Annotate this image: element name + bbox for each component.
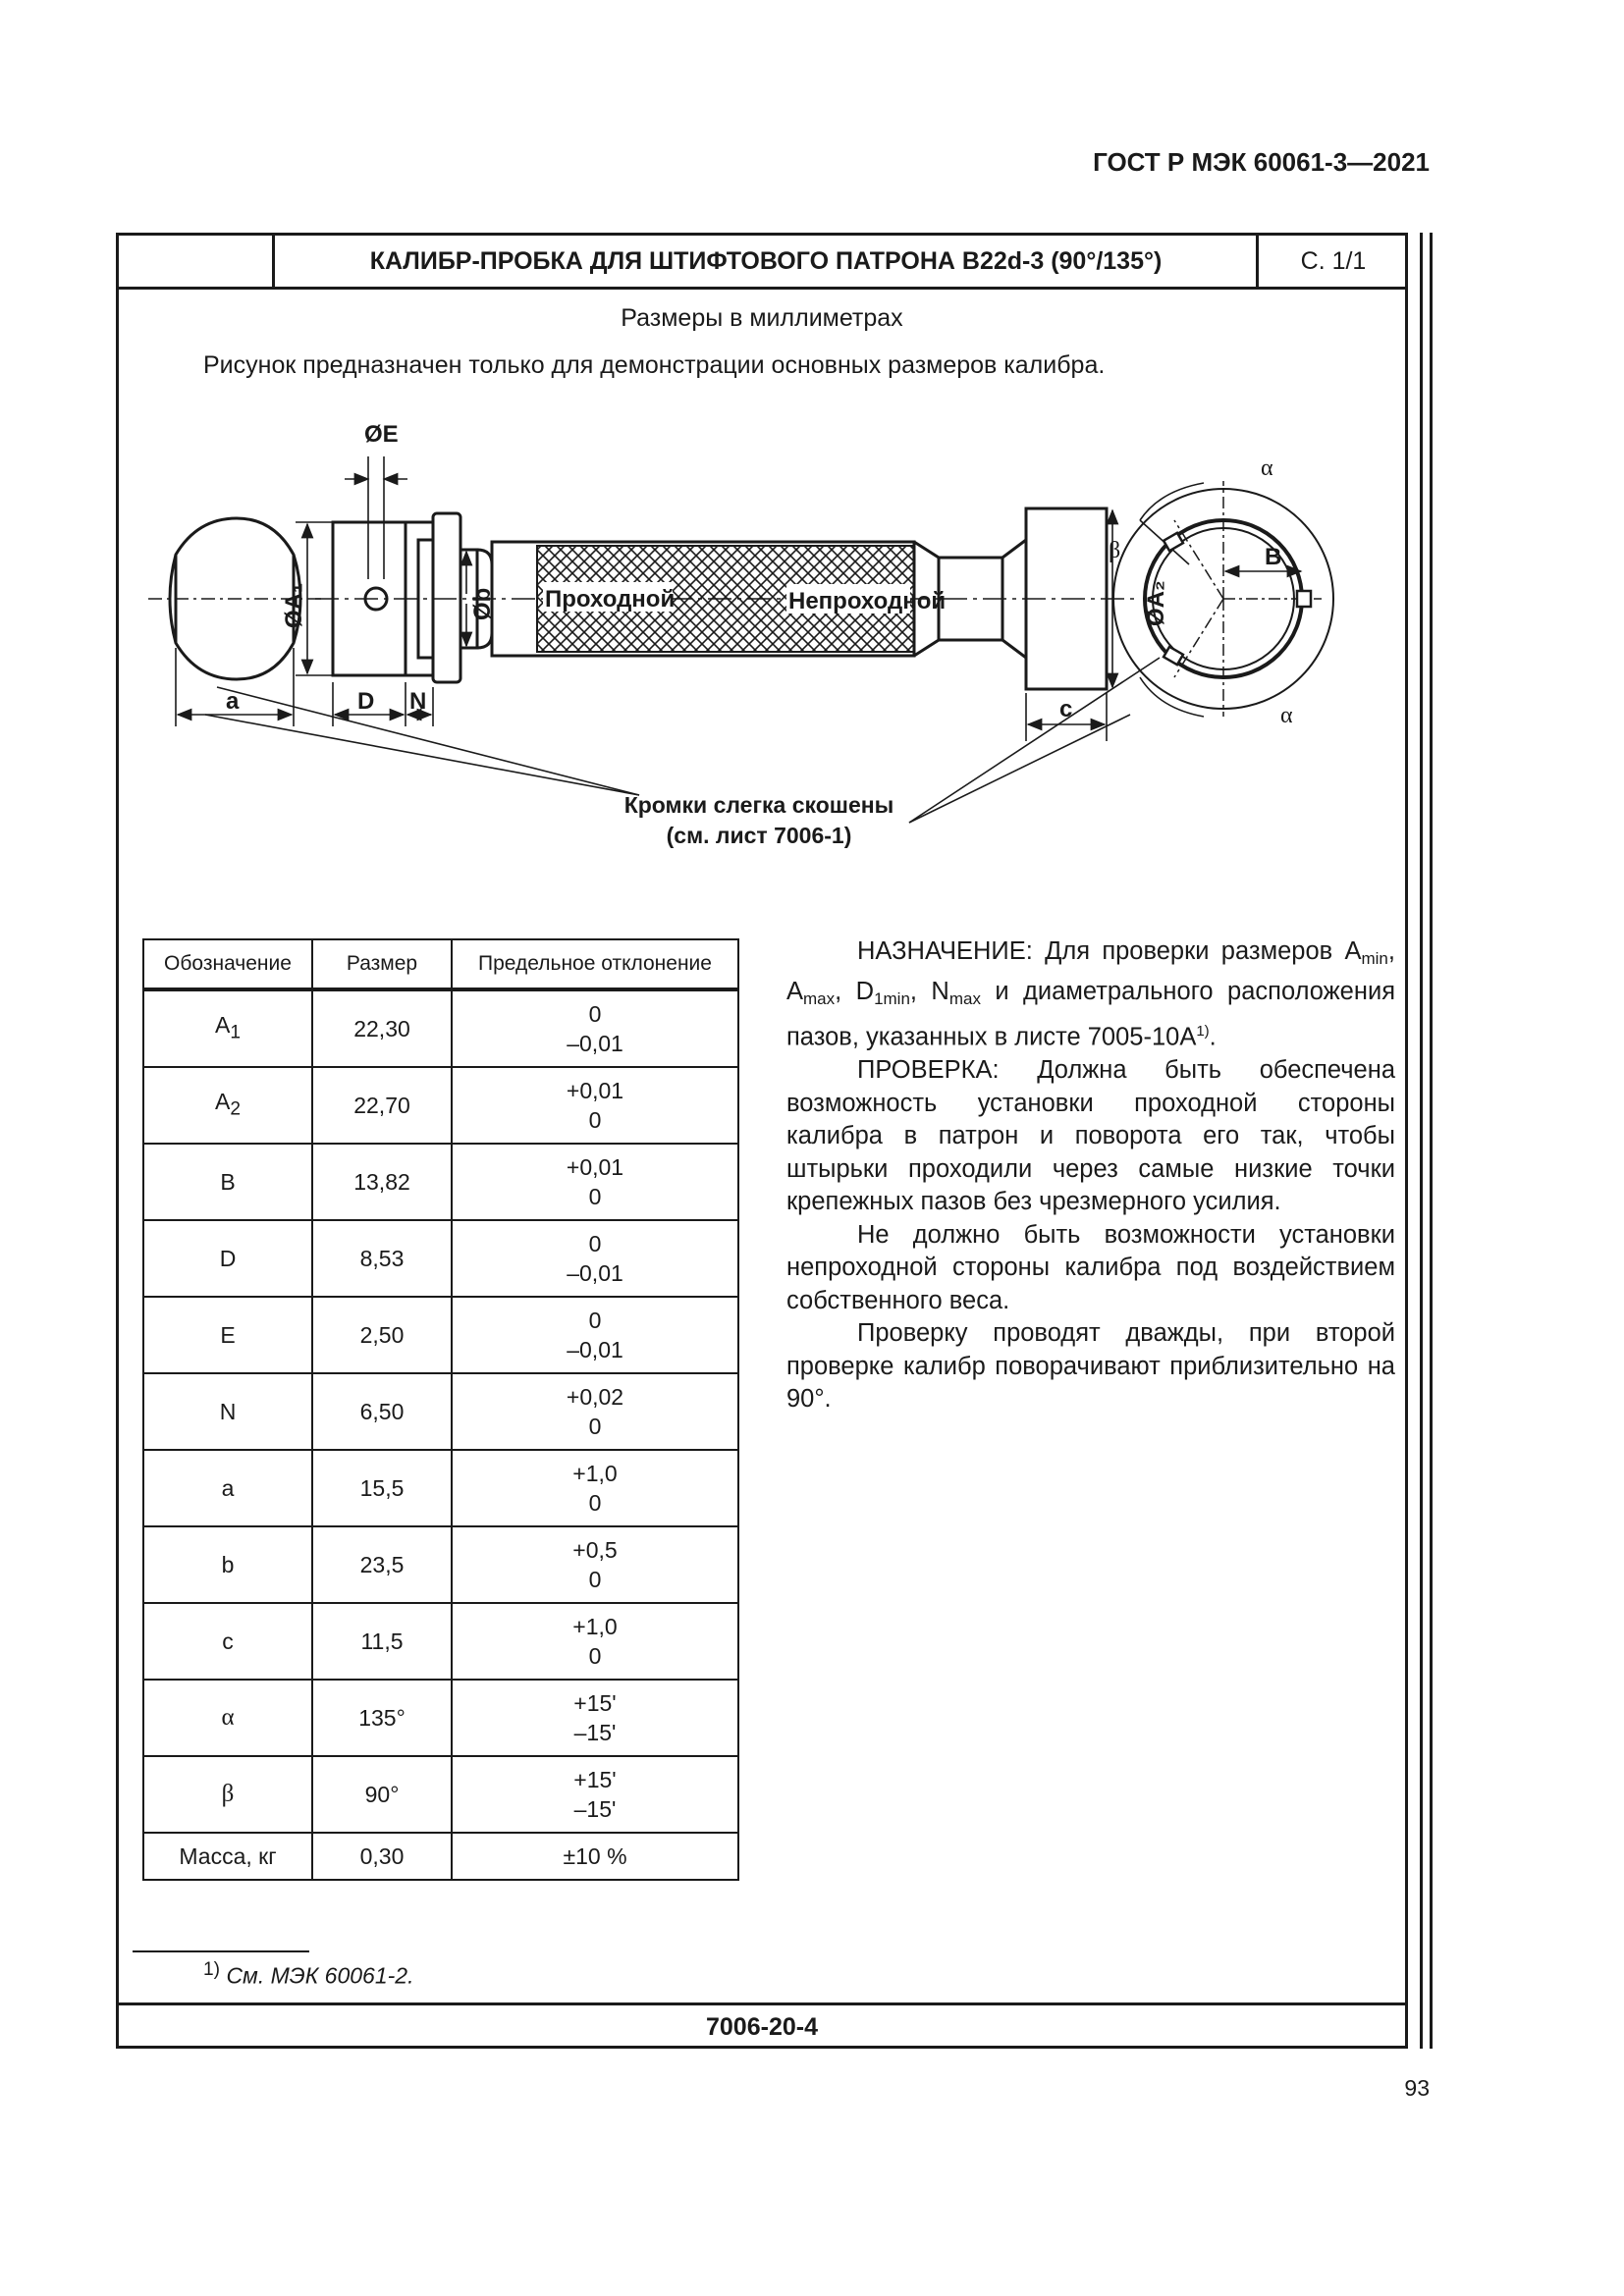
row-tolerance: +0,02 0 [452, 1373, 738, 1450]
row-designation: b [143, 1526, 312, 1603]
row-designation: N [143, 1373, 312, 1450]
table-row [143, 1144, 738, 1220]
row-tolerance: ±10 % [452, 1833, 738, 1880]
row-tolerance: +1,0 0 [452, 1603, 738, 1680]
units-note: Размеры в миллиметрах [621, 304, 903, 332]
row-designation: Масса, кг [143, 1833, 312, 1880]
angle-label-alpha-bottom: α [1280, 703, 1293, 728]
table-row [143, 1450, 738, 1526]
dim-label-dA2: ØA₂ [1143, 580, 1169, 626]
row-tolerance: +0,01 0 [452, 1067, 738, 1144]
go-side-label: Проходной [545, 586, 676, 613]
header-blank-cell [119, 236, 275, 287]
sheet-header [119, 236, 1405, 290]
dim-label-a: a [226, 688, 240, 715]
page-number: 93 [1404, 2075, 1430, 2101]
nogo-paragraph: Не должно быть возможности установки непроходной стороны калибра под воздействием собственного веса. [786, 1220, 1395, 1314]
row-size: 2,50 [312, 1297, 452, 1373]
table-row [143, 1756, 738, 1833]
col-header-tolerance: Предельное отклонение [452, 939, 738, 989]
row-designation: β [143, 1756, 312, 1833]
frame-double-line [1420, 233, 1423, 2049]
chamfer-note-line1: Кромки слегка скошены [623, 792, 894, 818]
dim-label-dE: ØE [364, 421, 399, 448]
frame-double-line [1430, 233, 1433, 2049]
gauge-drawing [119, 402, 1405, 913]
sheet-frame [116, 233, 1408, 2049]
dim-label-db: Øb [469, 587, 496, 620]
row-designation: B [143, 1144, 312, 1220]
row-size: 6,50 [312, 1373, 452, 1450]
row-size: 15,5 [312, 1450, 452, 1526]
table-row [143, 1373, 738, 1450]
sheet-number: С. 1/1 [1256, 236, 1408, 287]
row-designation: a [143, 1450, 312, 1526]
row-tolerance: 0 –0,01 [452, 1220, 738, 1297]
col-header-size: Размер [312, 939, 452, 989]
row-tolerance: 0 –0,01 [452, 1297, 738, 1373]
repeat-check-paragraph: Проверку проводят дважды, при второй проверке калибр поворачивают приблизительно на 90°. [786, 1319, 1395, 1413]
row-size: 11,5 [312, 1603, 452, 1680]
row-tolerance: +0,5 0 [452, 1526, 738, 1603]
dimensions-table [142, 938, 739, 1881]
dim-label-N: N [409, 688, 427, 715]
col-header-designation: Обозначение [143, 939, 312, 989]
row-size: 135° [312, 1680, 452, 1756]
chamfer-note-line2: (см. лист 7006-1) [666, 823, 852, 848]
row-size: 23,5 [312, 1526, 452, 1603]
row-size: 13,82 [312, 1144, 452, 1220]
row-tolerance: +15' –15' [452, 1756, 738, 1833]
row-tolerance: 0 –0,01 [452, 989, 738, 1067]
sheet-title: КАЛИБР-ПРОБКА ДЛЯ ШТИФТОВОГО ПАТРОНА B22d-3 (90°/135°) [369, 247, 1163, 275]
dim-label-c: c [1059, 696, 1073, 722]
table-row [143, 1526, 738, 1603]
table-row [143, 1680, 738, 1756]
row-tolerance: +0,01 0 [452, 1144, 738, 1220]
dim-label-dA1: ØA₁ [281, 583, 307, 628]
angle-label-alpha-top: α [1261, 455, 1273, 481]
row-size: 90° [312, 1756, 452, 1833]
sheet-code: 7006-20-4 [119, 2002, 1405, 2049]
row-designation: c [143, 1603, 312, 1680]
nogo-side-label: Непроходной [788, 588, 947, 614]
row-tolerance: +15' –15' [452, 1680, 738, 1756]
purpose-text [786, 935, 1395, 1416]
dim-label-B: B [1265, 544, 1282, 570]
row-designation: E [143, 1297, 312, 1373]
row-designation: $A_1$ [143, 989, 312, 1067]
figure-note: Рисунок предназначен только для демонстрации основных размеров калибра. [203, 351, 1106, 379]
table-row [143, 1297, 738, 1373]
table-row [143, 1220, 738, 1297]
angle-label-beta: β [1109, 538, 1121, 563]
row-size: 22,30 [312, 989, 452, 1067]
row-designation: α [143, 1680, 312, 1756]
row-designation: D [143, 1220, 312, 1297]
standard-number: ГОСТ Р МЭК 60061-3—2021 [1093, 147, 1430, 177]
footnote-separator [133, 1950, 309, 1952]
table-row [143, 1067, 738, 1144]
purpose-paragraph: НАЗНАЧЕНИЕ: Для проверки размеров $A_{min}$, $A_{max}$, $D_{1min}$, $N_{max}$ и диаметрального расположения пазов, указанных в листе $7005-10A^{1)}$. [786, 937, 1395, 1051]
row-tolerance: +1,0 0 [452, 1450, 738, 1526]
footnote: $^{1)}$ См. МЭК 60061-2. [203, 1959, 414, 1989]
dim-label-D: D [357, 688, 375, 715]
table-row [143, 989, 738, 1067]
row-size: 8,53 [312, 1220, 452, 1297]
table-header-row [143, 939, 738, 989]
row-size: 22,70 [312, 1067, 452, 1144]
table-row [143, 1603, 738, 1680]
row-designation: $A_2$ [143, 1067, 312, 1144]
table-row-mass [143, 1833, 738, 1880]
check-paragraph: ПРОВЕРКА: Должна быть обеспечена возможность установки проходной стороны калибра в патрон и поворота его так, чтобы штырьки проходили через самые низкие точки крепежных пазов без чрезмерного усилия. [786, 1056, 1395, 1215]
row-size: 0,30 [312, 1833, 452, 1880]
